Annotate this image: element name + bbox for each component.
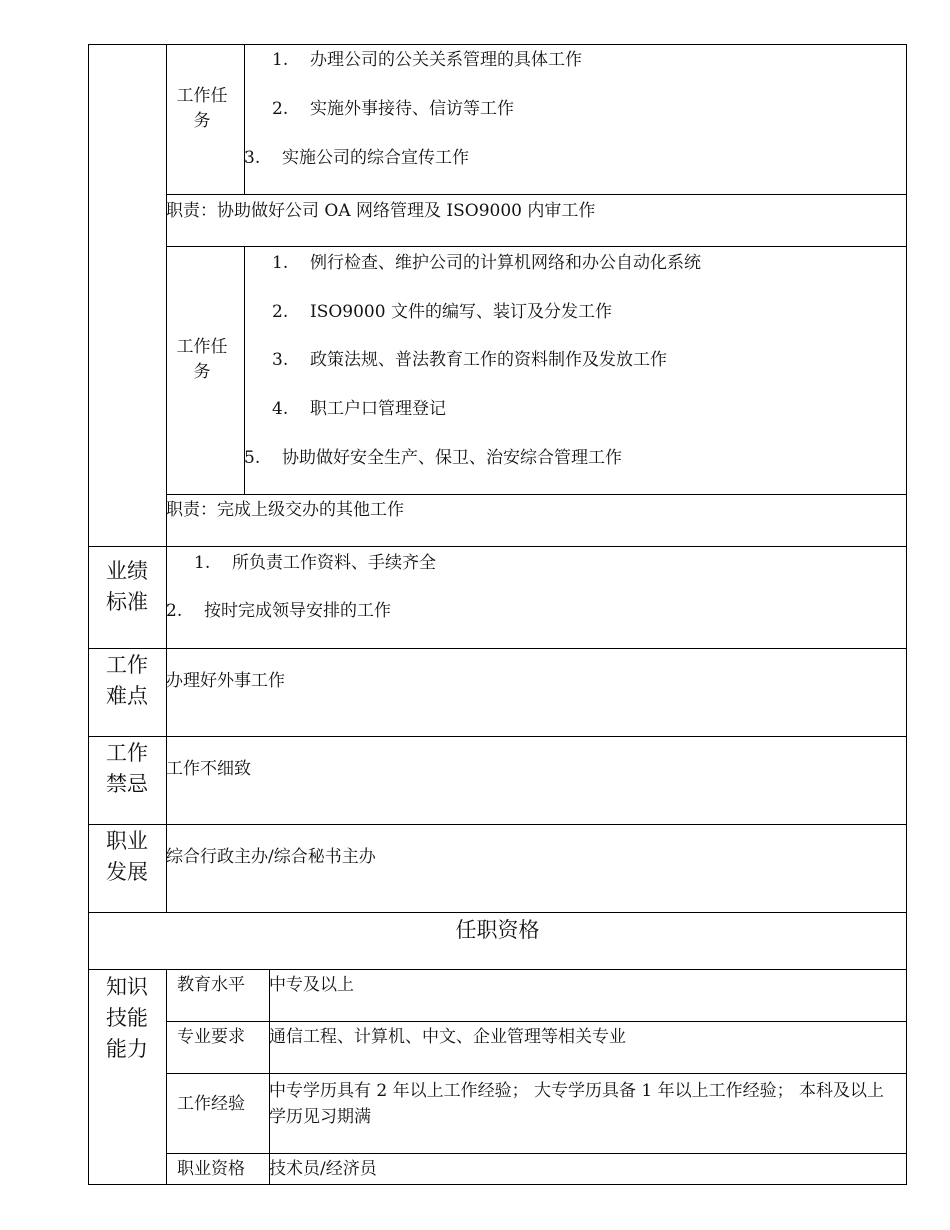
row-divider xyxy=(166,194,907,195)
duty-text: 职责：完成上级交办的其他工作 xyxy=(166,500,404,520)
row-divider xyxy=(88,546,907,547)
task-item: 3. 实施公司的综合宣传工作 xyxy=(244,148,469,168)
row-divider xyxy=(88,969,907,970)
row-divider xyxy=(88,824,907,825)
qualification-value: 中专及以上 xyxy=(269,975,354,995)
qualification-value: 通信工程、计算机、中文、企业管理等相关专业 xyxy=(269,1027,626,1047)
qualification-value: 中专学历具有 2 年以上工作经验； 大专学历具备 1 年以上工作经验； 本科及以上学历见习期满 xyxy=(269,1081,885,1127)
qualification-key: 职业资格 xyxy=(177,1159,245,1179)
task-item: 5. 协助做好安全生产、保卫、治安综合管理工作 xyxy=(244,448,622,468)
qualifications-title: 任职资格 xyxy=(455,918,540,942)
difficulty-text: 办理好外事工作 xyxy=(166,671,285,691)
column-divider xyxy=(244,44,245,194)
duty-text: 职责：协助做好公司 OA 网络管理及 ISO9000 内审工作 xyxy=(166,201,596,221)
task-item: 1. 例行检查、维护公司的计算机网络和办公自动化系统 xyxy=(272,253,701,273)
row-divider xyxy=(88,736,907,737)
row-divider xyxy=(166,246,907,247)
qualification-key: 教育水平 xyxy=(177,975,245,995)
column-divider xyxy=(269,969,270,1185)
column-divider xyxy=(166,44,167,912)
task-item: 2. 实施外事接待、信访等工作 xyxy=(272,99,514,119)
performance-label: 业绩标准 xyxy=(106,559,148,614)
row-divider xyxy=(88,648,907,649)
career-text: 综合行政主办/综合秘书主办 xyxy=(166,847,376,867)
performance-item: 2. 按时完成领导安排的工作 xyxy=(166,601,391,621)
qualification-key: 专业要求 xyxy=(177,1027,245,1047)
task-item: 3. 政策法规、普法教育工作的资料制作及发放工作 xyxy=(272,350,667,370)
qualification-key: 工作经验 xyxy=(177,1094,245,1114)
performance-item: 1. 所负责工作资料、手续齐全 xyxy=(194,553,436,573)
task-item: 4. 职工户口管理登记 xyxy=(272,399,446,419)
row-divider xyxy=(88,912,907,913)
taboo-label: 工作禁忌 xyxy=(106,741,148,796)
task-item: 2. ISO9000 文件的编写、装订及分发工作 xyxy=(272,302,612,322)
difficulty-label: 工作难点 xyxy=(106,653,148,708)
taboo-text: 工作不细致 xyxy=(166,759,251,779)
row-divider xyxy=(166,1021,907,1022)
work-task-label-2: 工作任务 xyxy=(176,337,228,382)
row-divider xyxy=(166,1073,907,1074)
row-divider xyxy=(166,494,907,495)
column-divider xyxy=(166,969,167,1185)
row-divider xyxy=(166,1153,907,1154)
career-label: 职业发展 xyxy=(106,829,148,884)
qualification-value: 技术员/经济员 xyxy=(269,1159,377,1179)
knowledge-label: 知识技能能力 xyxy=(106,975,148,1061)
task-item: 1. 办理公司的公关关系管理的具体工作 xyxy=(272,50,582,70)
work-task-label-1: 工作任务 xyxy=(176,86,228,131)
